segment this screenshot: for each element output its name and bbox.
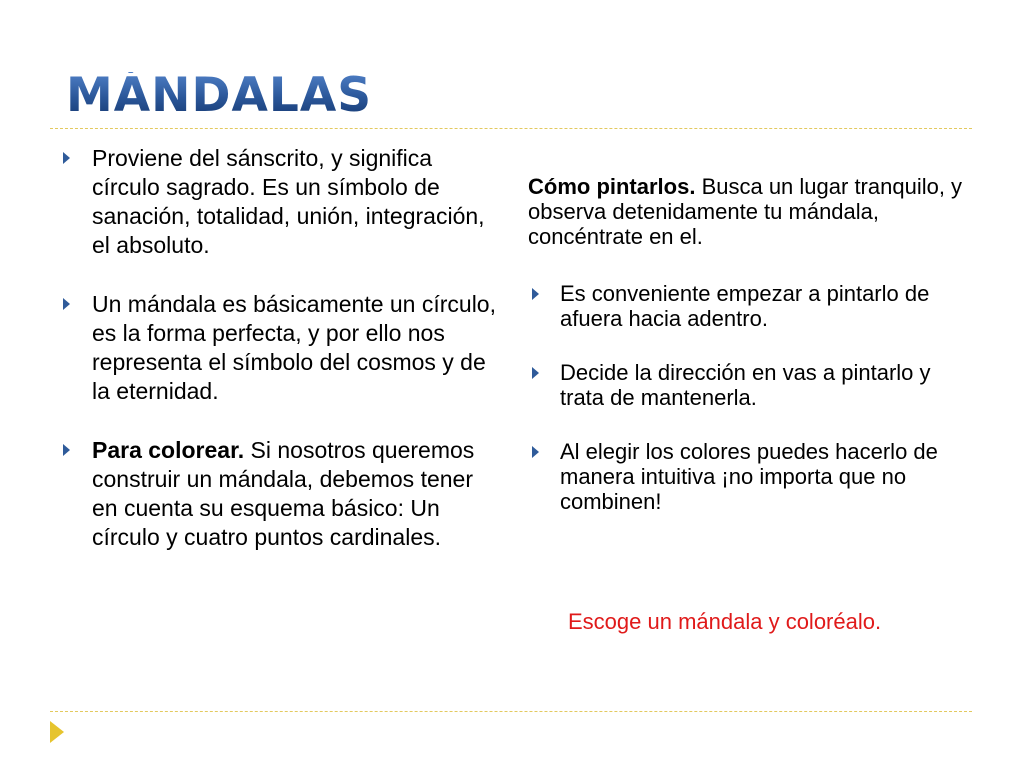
top-divider (50, 128, 972, 129)
bottom-divider (50, 711, 972, 712)
bullet-arrow-icon (532, 288, 539, 300)
right-column (528, 144, 968, 543)
yellow-triangle-icon (50, 721, 64, 743)
bullet-item (528, 281, 968, 331)
bullet-text: Si nosotros queremos construir un mándala, debemos tener en cuenta su esquema básico: Un círculo y cuatro puntos cardinales. (92, 437, 475, 550)
bullet-text: Es conveniente empezar a pintarlo de afuera hacia adentro. (560, 281, 930, 331)
bullet-arrow-icon (63, 152, 70, 164)
bullet-text: Al elegir los colores puedes hacerlo de manera intuitiva ¡no importa que no combinen! (560, 439, 938, 514)
left-column (60, 144, 500, 582)
bullet-text: Proviene del sánscrito, y significa círculo sagrado. Es un símbolo de sanación, totalidad, unión, integración, el absoluto. (92, 145, 485, 258)
bullet-arrow-icon (63, 444, 70, 456)
bullet-item (60, 436, 500, 552)
bullet-text: Un mándala es básicamente un círculo, es la forma perfecta, y por ello nos representa el símbolo del cosmos y de la eternidad. (92, 291, 496, 404)
intro-text: Busca un lugar tranquilo, y observa detenidamente tu mándala, concéntrate en el. (528, 174, 963, 249)
slide-title: MÁNDALAS (66, 68, 373, 123)
bullet-arrow-icon (532, 446, 539, 458)
bullet-text: Decide la dirección en vas a pintarlo y trata de mantenerla. (560, 360, 931, 410)
activity-note: Escoge un mándala y coloréalo. (568, 609, 882, 634)
bullet-arrow-icon (532, 367, 539, 379)
intro-paragraph (528, 174, 968, 249)
bullet-item (60, 144, 500, 260)
bullet-item (528, 360, 968, 410)
bullet-item (60, 290, 500, 406)
bullet-item (528, 439, 968, 514)
bullet-bold-text: Para colorear. (92, 437, 245, 463)
bullet-arrow-icon (63, 298, 70, 310)
intro-bold-text: Cómo pintarlos. (528, 174, 696, 199)
